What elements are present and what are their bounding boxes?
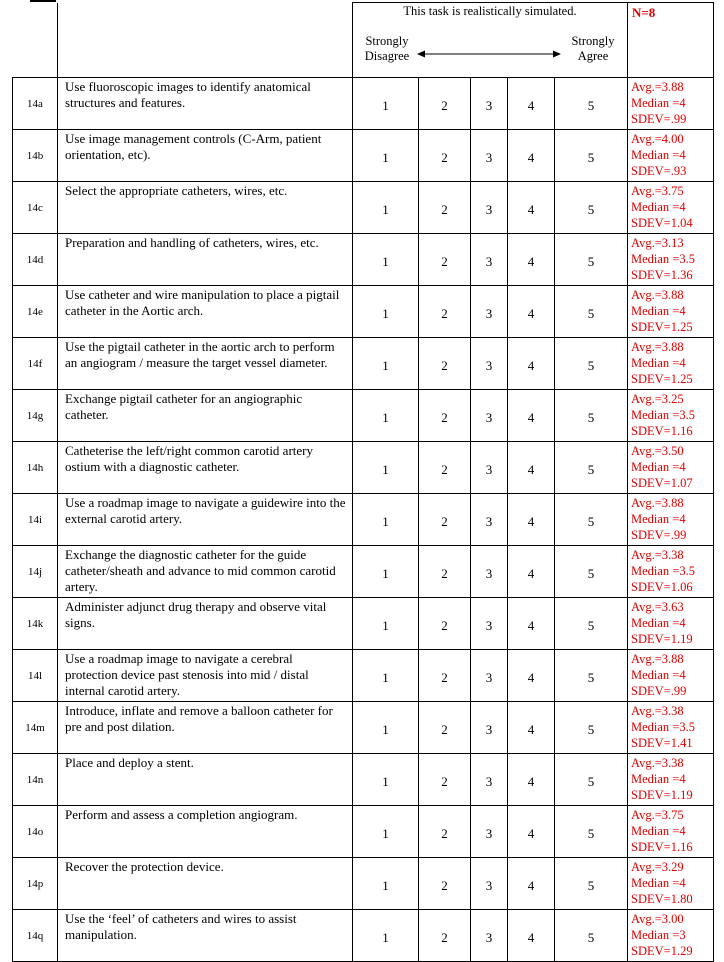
rating-option-1[interactable]: 1 bbox=[353, 702, 419, 754]
table-row bbox=[13, 546, 714, 598]
rating-option-1[interactable]: 1 bbox=[353, 390, 419, 442]
rating-option-5[interactable]: 5 bbox=[555, 806, 628, 858]
rating-option-5[interactable]: 5 bbox=[555, 546, 628, 598]
scale-title: This task is realistically simulated. bbox=[403, 4, 577, 18]
rating-option-3[interactable]: 3 bbox=[471, 546, 508, 598]
rating-option-2[interactable]: 2 bbox=[419, 702, 471, 754]
rating-option-2[interactable]: 2 bbox=[419, 78, 471, 130]
rating-option-1[interactable]: 1 bbox=[353, 130, 419, 182]
sample-size-header bbox=[628, 3, 714, 78]
rating-option-2[interactable]: 2 bbox=[419, 494, 471, 546]
rating-option-3[interactable]: 3 bbox=[471, 806, 508, 858]
item-stats bbox=[628, 598, 714, 650]
rating-option-1[interactable]: 1 bbox=[353, 546, 419, 598]
rating-option-5[interactable]: 5 bbox=[555, 494, 628, 546]
rating-option-3[interactable]: 3 bbox=[471, 598, 508, 650]
stat-avg: Avg.=3.50 bbox=[631, 444, 684, 458]
stat-median: Median =4 bbox=[631, 200, 686, 214]
stat-avg: Avg.=3.38 bbox=[631, 756, 684, 770]
stat-avg: Avg.=3.75 bbox=[631, 808, 684, 822]
item-stats bbox=[628, 650, 714, 702]
rating-option-3[interactable]: 3 bbox=[471, 286, 508, 338]
stat-sdev: SDEV=1.25 bbox=[631, 372, 693, 386]
stat-median: Median =4 bbox=[631, 460, 686, 474]
rating-option-2[interactable]: 2 bbox=[419, 650, 471, 702]
rating-option-1[interactable]: 1 bbox=[353, 754, 419, 806]
stat-median: Median =4 bbox=[631, 304, 686, 318]
rating-option-2[interactable]: 2 bbox=[419, 546, 471, 598]
stat-avg: Avg.=3.38 bbox=[631, 704, 684, 718]
stat-sdev: SDEV=1.16 bbox=[631, 424, 693, 438]
item-id: 14b bbox=[13, 130, 58, 182]
stat-sdev: SDEV=1.36 bbox=[631, 268, 693, 282]
rating-option-3[interactable]: 3 bbox=[471, 182, 508, 234]
item-id: 14m bbox=[13, 702, 58, 754]
rating-option-3[interactable]: 3 bbox=[471, 390, 508, 442]
item-task: Select the appropriate catheters, wires, etc. bbox=[58, 182, 353, 234]
rating-option-1[interactable]: 1 bbox=[353, 858, 419, 910]
rating-option-4[interactable]: 4 bbox=[508, 806, 555, 858]
item-id: 14p bbox=[13, 858, 58, 910]
header-row bbox=[13, 3, 714, 78]
rating-option-5[interactable]: 5 bbox=[555, 338, 628, 390]
rating-option-2[interactable]: 2 bbox=[419, 910, 471, 962]
rating-option-5[interactable]: 5 bbox=[555, 182, 628, 234]
item-task: Use the pigtail catheter in the aortic arch to perform an angiogram / measure the target vessel diameter. bbox=[58, 338, 353, 390]
stat-avg: Avg.=3.00 bbox=[631, 912, 684, 926]
rating-option-1[interactable]: 1 bbox=[353, 910, 419, 962]
stat-median: Median =4 bbox=[631, 512, 686, 526]
rating-option-5[interactable]: 5 bbox=[555, 442, 628, 494]
stat-sdev: SDEV=1.06 bbox=[631, 580, 693, 594]
rating-option-5[interactable]: 5 bbox=[555, 286, 628, 338]
stat-avg: Avg.=4.00 bbox=[631, 132, 684, 146]
stat-sdev: SDEV=1.29 bbox=[631, 944, 693, 958]
table-row bbox=[13, 858, 714, 910]
stat-avg: Avg.=3.88 bbox=[631, 288, 684, 302]
rating-option-1[interactable]: 1 bbox=[353, 234, 419, 286]
rating-option-5[interactable]: 5 bbox=[555, 702, 628, 754]
stat-sdev: SDEV=.99 bbox=[631, 684, 687, 698]
table-row bbox=[13, 234, 714, 286]
item-stats bbox=[628, 910, 714, 962]
rating-option-2[interactable]: 2 bbox=[419, 130, 471, 182]
stat-avg: Avg.=3.88 bbox=[631, 652, 684, 666]
item-id: 14d bbox=[13, 234, 58, 286]
rating-option-3[interactable]: 3 bbox=[471, 130, 508, 182]
item-task: Exchange pigtail catheter for an angiographic catheter. bbox=[58, 390, 353, 442]
table-row bbox=[13, 182, 714, 234]
sample-size-label: N=8 bbox=[632, 5, 656, 20]
item-id: 14k bbox=[13, 598, 58, 650]
rating-option-3[interactable]: 3 bbox=[471, 78, 508, 130]
item-id: 14e bbox=[13, 286, 58, 338]
stat-avg: Avg.=3.13 bbox=[631, 236, 684, 250]
rating-option-4[interactable]: 4 bbox=[508, 338, 555, 390]
item-stats bbox=[628, 754, 714, 806]
item-id: 14i bbox=[13, 494, 58, 546]
stat-median: Median =3.5 bbox=[631, 720, 695, 734]
stat-avg: Avg.=3.88 bbox=[631, 80, 684, 94]
stat-median: Median =3.5 bbox=[631, 564, 695, 578]
rating-option-4[interactable]: 4 bbox=[508, 130, 555, 182]
item-stats bbox=[628, 338, 714, 390]
rating-option-2[interactable]: 2 bbox=[419, 858, 471, 910]
table-row bbox=[13, 390, 714, 442]
table-row bbox=[13, 806, 714, 858]
header-blank-id bbox=[13, 3, 58, 78]
rating-option-5[interactable]: 5 bbox=[555, 78, 628, 130]
rating-option-5[interactable]: 5 bbox=[555, 598, 628, 650]
item-id: 14a bbox=[13, 78, 58, 130]
rating-option-4[interactable]: 4 bbox=[508, 910, 555, 962]
stat-median: Median =4 bbox=[631, 148, 686, 162]
stat-sdev: SDEV=.99 bbox=[631, 112, 687, 126]
rating-option-4[interactable]: 4 bbox=[508, 390, 555, 442]
rating-option-3[interactable]: 3 bbox=[471, 754, 508, 806]
rating-option-3[interactable]: 3 bbox=[471, 910, 508, 962]
stat-sdev: SDEV=1.07 bbox=[631, 476, 693, 490]
rating-option-2[interactable]: 2 bbox=[419, 806, 471, 858]
table-row bbox=[13, 78, 714, 130]
rating-option-4[interactable]: 4 bbox=[508, 78, 555, 130]
table-row bbox=[13, 702, 714, 754]
rating-option-4[interactable]: 4 bbox=[508, 650, 555, 702]
rating-option-5[interactable]: 5 bbox=[555, 650, 628, 702]
item-id: 14f bbox=[13, 338, 58, 390]
rating-option-3[interactable]: 3 bbox=[471, 442, 508, 494]
item-stats bbox=[628, 182, 714, 234]
rating-option-2[interactable]: 2 bbox=[419, 234, 471, 286]
rating-option-3[interactable]: 3 bbox=[471, 650, 508, 702]
item-stats bbox=[628, 858, 714, 910]
item-stats bbox=[628, 546, 714, 598]
stat-sdev: SDEV=1.41 bbox=[631, 736, 693, 750]
stat-sdev: SDEV=1.19 bbox=[631, 788, 693, 802]
rating-option-1[interactable]: 1 bbox=[353, 650, 419, 702]
stat-median: Median =3.5 bbox=[631, 252, 695, 266]
stat-median: Median =4 bbox=[631, 824, 686, 838]
table-row bbox=[13, 286, 714, 338]
rating-option-3[interactable]: 3 bbox=[471, 338, 508, 390]
rating-option-2[interactable]: 2 bbox=[419, 338, 471, 390]
rating-option-3[interactable]: 3 bbox=[471, 858, 508, 910]
item-id: 14n bbox=[13, 754, 58, 806]
table-row bbox=[13, 650, 714, 702]
stat-avg: Avg.=3.88 bbox=[631, 496, 684, 510]
rating-option-4[interactable]: 4 bbox=[508, 442, 555, 494]
header-blank-task bbox=[58, 3, 353, 78]
rating-option-4[interactable]: 4 bbox=[508, 598, 555, 650]
item-task: Use a roadmap image to navigate a cerebral protection device past stenosis into mid / distal internal carotid artery. bbox=[58, 650, 353, 702]
rating-option-3[interactable]: 3 bbox=[471, 702, 508, 754]
rating-option-5[interactable]: 5 bbox=[555, 390, 628, 442]
item-task: Exchange the diagnostic catheter for the guide catheter/sheath and advance to mid common carotid artery. bbox=[58, 546, 353, 598]
rating-option-1[interactable]: 1 bbox=[353, 494, 419, 546]
rating-option-4[interactable]: 4 bbox=[508, 754, 555, 806]
table-row bbox=[13, 910, 714, 962]
item-task: Preparation and handling of catheters, wires, etc. bbox=[58, 234, 353, 286]
item-task: Use image management controls (C-Arm, patient orientation, etc). bbox=[58, 130, 353, 182]
item-task: Use a roadmap image to navigate a guidewire into the external carotid artery. bbox=[58, 494, 353, 546]
item-stats bbox=[628, 702, 714, 754]
stat-median: Median =3.5 bbox=[631, 408, 695, 422]
stat-sdev: SDEV=.99 bbox=[631, 528, 687, 542]
table-row bbox=[13, 494, 714, 546]
stat-avg: Avg.=3.38 bbox=[631, 548, 684, 562]
rating-option-2[interactable]: 2 bbox=[419, 598, 471, 650]
rating-option-4[interactable]: 4 bbox=[508, 702, 555, 754]
stat-median: Median =4 bbox=[631, 876, 686, 890]
rating-option-1[interactable]: 1 bbox=[353, 286, 419, 338]
rating-option-3[interactable]: 3 bbox=[471, 234, 508, 286]
stat-avg: Avg.=3.88 bbox=[631, 340, 684, 354]
rating-option-1[interactable]: 1 bbox=[353, 78, 419, 130]
item-stats bbox=[628, 78, 714, 130]
rating-option-2[interactable]: 2 bbox=[419, 286, 471, 338]
item-task: Use the ‘feel’ of catheters and wires to assist manipulation. bbox=[58, 910, 353, 962]
stat-avg: Avg.=3.75 bbox=[631, 184, 684, 198]
item-task: Catheterise the left/right common carotid artery ostium with a diagnostic catheter. bbox=[58, 442, 353, 494]
item-id: 14j bbox=[13, 546, 58, 598]
table-row bbox=[13, 442, 714, 494]
stat-median: Median =4 bbox=[631, 616, 686, 630]
rating-option-5[interactable]: 5 bbox=[555, 754, 628, 806]
rating-option-1[interactable]: 1 bbox=[353, 598, 419, 650]
rating-option-5[interactable]: 5 bbox=[555, 234, 628, 286]
rating-option-2[interactable]: 2 bbox=[419, 442, 471, 494]
stat-sdev: SDEV=1.25 bbox=[631, 320, 693, 334]
rating-option-1[interactable]: 1 bbox=[353, 442, 419, 494]
item-task: Use catheter and wire manipulation to place a pigtail catheter in the Aortic arch. bbox=[58, 286, 353, 338]
rating-option-1[interactable]: 1 bbox=[353, 338, 419, 390]
item-id: 14c bbox=[13, 182, 58, 234]
stat-median: Median =3 bbox=[631, 928, 686, 942]
stat-median: Median =4 bbox=[631, 356, 686, 370]
rating-option-5[interactable]: 5 bbox=[555, 130, 628, 182]
stat-sdev: SDEV=1.80 bbox=[631, 892, 693, 906]
stat-avg: Avg.=3.25 bbox=[631, 392, 684, 406]
item-task: Recover the protection device. bbox=[58, 858, 353, 910]
item-id: 14o bbox=[13, 806, 58, 858]
rating-option-5[interactable]: 5 bbox=[555, 858, 628, 910]
item-id: 14q bbox=[13, 910, 58, 962]
rating-option-1[interactable]: 1 bbox=[353, 182, 419, 234]
table-row bbox=[13, 338, 714, 390]
item-id: 14l bbox=[13, 650, 58, 702]
item-id: 14g bbox=[13, 390, 58, 442]
item-stats bbox=[628, 286, 714, 338]
item-stats bbox=[628, 234, 714, 286]
table-row bbox=[13, 130, 714, 182]
item-task: Introduce, inflate and remove a balloon catheter for pre and post dilation. bbox=[58, 702, 353, 754]
item-stats bbox=[628, 130, 714, 182]
survey-table bbox=[12, 2, 714, 962]
stat-median: Median =4 bbox=[631, 772, 686, 786]
stat-sdev: SDEV=.93 bbox=[631, 164, 687, 178]
double-arrow-icon bbox=[417, 49, 561, 59]
item-id: 14h bbox=[13, 442, 58, 494]
item-task: Perform and assess a completion angiogram. bbox=[58, 806, 353, 858]
rating-option-5[interactable]: 5 bbox=[555, 910, 628, 962]
item-stats bbox=[628, 494, 714, 546]
table-row bbox=[13, 598, 714, 650]
table-row bbox=[13, 754, 714, 806]
stat-sdev: SDEV=1.19 bbox=[631, 632, 693, 646]
item-task: Administer adjunct drug therapy and observe vital signs. bbox=[58, 598, 353, 650]
rating-option-3[interactable]: 3 bbox=[471, 494, 508, 546]
rating-option-4[interactable]: 4 bbox=[508, 182, 555, 234]
rating-option-4[interactable]: 4 bbox=[508, 286, 555, 338]
rating-option-2[interactable]: 2 bbox=[419, 390, 471, 442]
item-stats bbox=[628, 390, 714, 442]
rating-option-4[interactable]: 4 bbox=[508, 494, 555, 546]
stat-sdev: SDEV=1.04 bbox=[631, 216, 693, 230]
item-task: Use fluoroscopic images to identify anatomical structures and features. bbox=[58, 78, 353, 130]
stat-avg: Avg.=3.63 bbox=[631, 600, 684, 614]
rating-option-2[interactable]: 2 bbox=[419, 754, 471, 806]
item-task: Place and deploy a stent. bbox=[58, 754, 353, 806]
item-stats bbox=[628, 806, 714, 858]
scale-right-anchor: Strongly Agree bbox=[571, 34, 615, 63]
stat-median: Median =4 bbox=[631, 96, 686, 110]
stat-avg: Avg.=3.29 bbox=[631, 860, 684, 874]
stat-median: Median =4 bbox=[631, 668, 686, 682]
rating-option-4[interactable]: 4 bbox=[508, 546, 555, 598]
rating-option-2[interactable]: 2 bbox=[419, 182, 471, 234]
stat-sdev: SDEV=1.16 bbox=[631, 840, 693, 854]
rating-option-4[interactable]: 4 bbox=[508, 234, 555, 286]
rating-scale-header bbox=[353, 3, 628, 78]
rating-option-4[interactable]: 4 bbox=[508, 858, 555, 910]
scale-left-anchor: Strongly Disagree bbox=[364, 34, 410, 63]
rating-option-1[interactable]: 1 bbox=[353, 806, 419, 858]
item-stats bbox=[628, 442, 714, 494]
